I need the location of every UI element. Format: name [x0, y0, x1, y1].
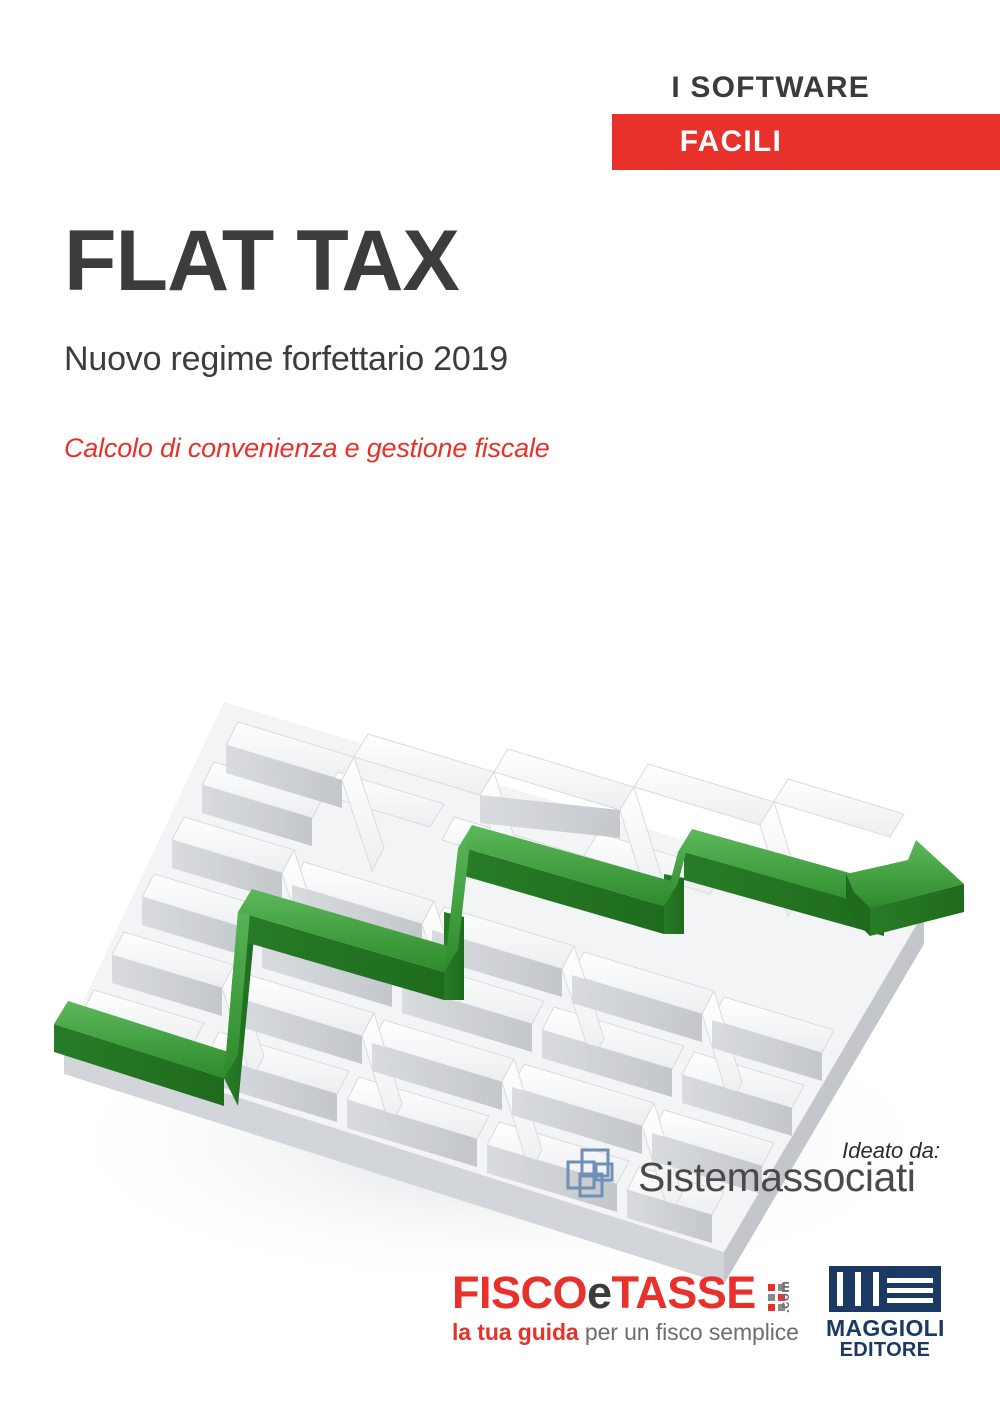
maggioli-name: MAGGIOLI [826, 1315, 945, 1341]
banner-bottom-row [612, 114, 1000, 170]
fiscoetasse-logo [452, 1267, 799, 1346]
partner-name: Sistemassociati [638, 1153, 916, 1200]
fisco-domain-label: .com [777, 1280, 792, 1313]
maggioli-logo [826, 1266, 944, 1361]
cover-title-block [64, 213, 764, 464]
banner-software-label: I SOFTWARE [671, 71, 870, 104]
fisco-claim-bold: la tua guida [452, 1319, 579, 1345]
maggioli-mark-icon [829, 1266, 941, 1312]
header-banner [612, 62, 1000, 170]
page-tagline: Calcolo di convenienza e gestione fiscale [64, 433, 550, 463]
banner-facili-label: FACILI [679, 125, 782, 158]
fisco-claim [452, 1319, 799, 1346]
fisco-claim-rest: per un fisco semplice [578, 1319, 799, 1345]
fiscoetasse-wordmark [452, 1267, 799, 1318]
maze-illustration [24, 612, 976, 1312]
sistemassociati-icon [566, 1148, 624, 1206]
page-subtitle: Nuovo regime forfettario 2019 [64, 340, 509, 378]
partner-logo [566, 1148, 915, 1206]
ideato-label: Ideato da: [842, 1138, 940, 1163]
maze-svg [24, 612, 976, 1312]
publisher-logos [0, 1262, 1000, 1372]
fisco-word: FISCO [452, 1267, 588, 1318]
maggioli-subtitle: EDITORE [839, 1339, 931, 1362]
fisco-e-word: e [587, 1267, 612, 1318]
banner-top-row [612, 62, 1000, 114]
page-title: FLAT TAX [64, 213, 459, 309]
tasse-word: TASSE [611, 1267, 756, 1318]
